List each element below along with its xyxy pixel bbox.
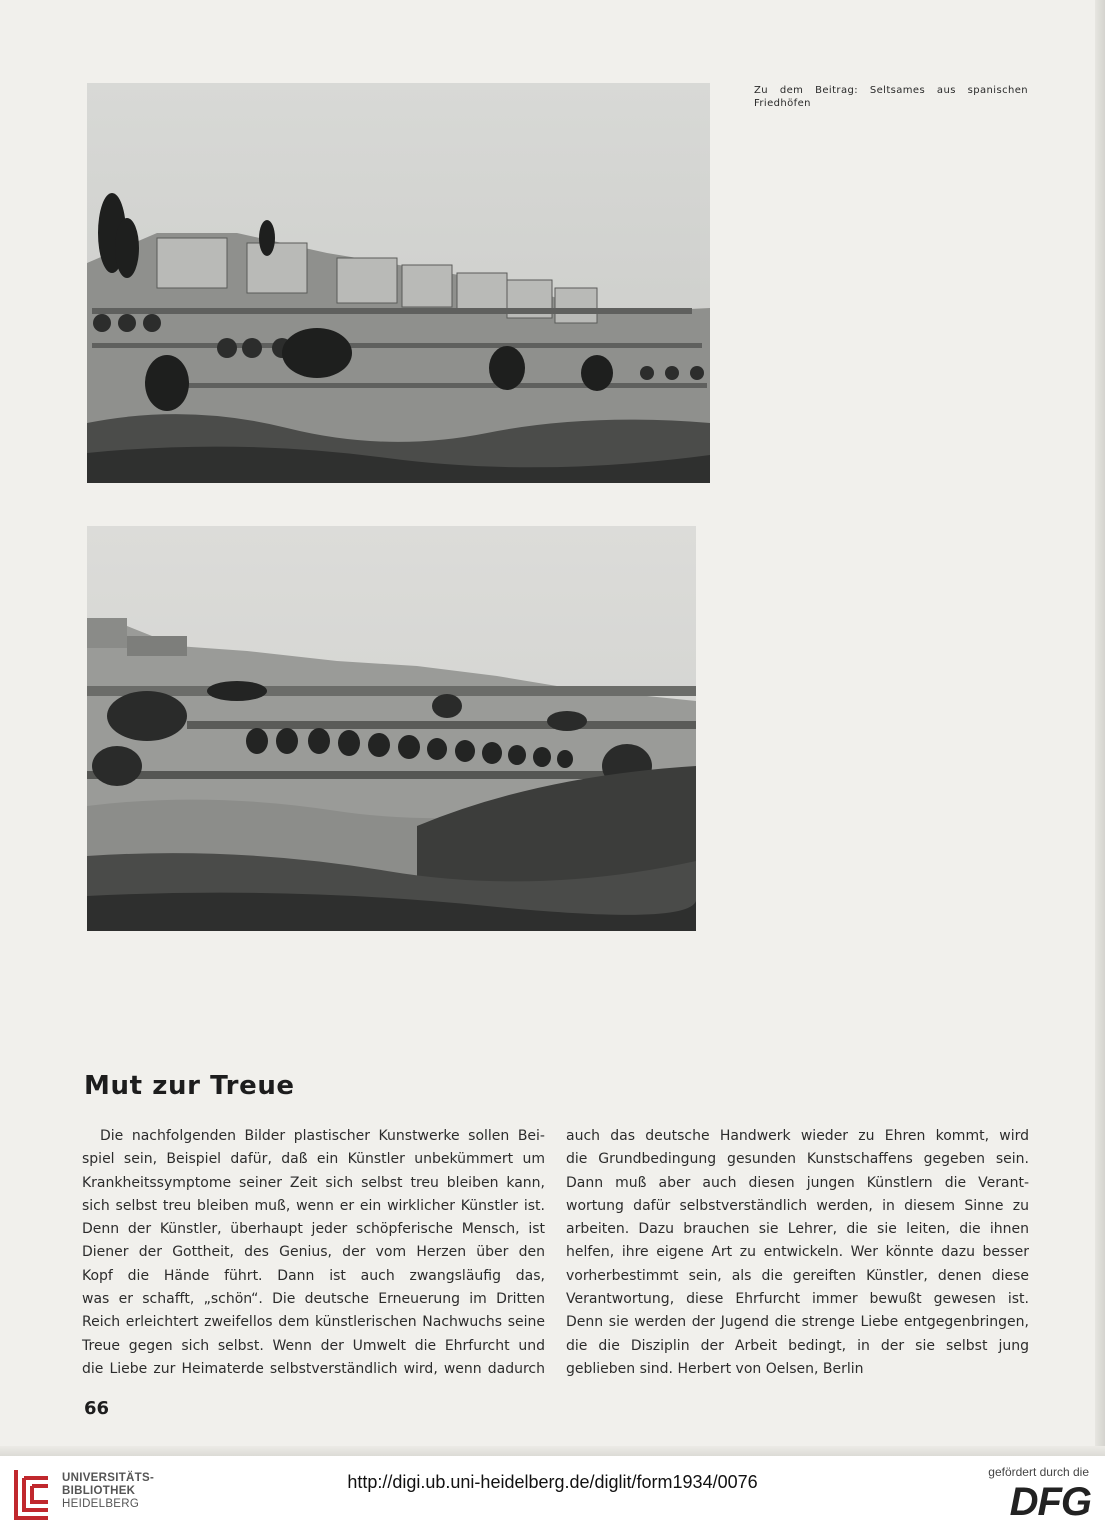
text-line: Verantwortung, diese Ehrfurcht immer bewußt gewesen ist. [566,1291,1029,1308]
caption-line: Friedhöfen [754,98,811,109]
text-line: die Liebe zur Heimaterde selbstverständlich wird, wenn dadurch [82,1360,545,1377]
text-line: sich selbst treu bleiben muß, wenn er ein wirklicher Künstler ist. [82,1197,545,1214]
text-line: spiel sein, Beispiel dafür, daß ein Künstler unbekümmert um [82,1151,545,1168]
photo-caption [754,84,1028,110]
text-line: Diener der Gottheit, des Genius, der vom Herzen über den [82,1244,545,1261]
library-name-line: HEIDELBERG [62,1498,140,1510]
author-signature: Herbert von Oelsen, Berlin [677,1360,864,1377]
caption-line: Zu dem Beitrag: Seltsames aus spanischen [754,85,1028,96]
text-line: die Grundbedingung gesunden Kunstschaffens gegeben sein. [566,1151,1029,1168]
scan-edge-bottom [0,1446,1105,1456]
funded-by-label: gefördert durch die [988,1465,1089,1479]
text-line: vorherbestimmt sein, als die gereiften Künstler, denen diese [566,1267,1029,1284]
text-line: Kopf die Hände führt. Dann ist auch zwangsläufig das, [82,1267,545,1284]
text-line: die die Disziplin der Arbeit bedingt, in der sie selbst jung [566,1337,1029,1354]
digital-object-link[interactable]: http://digi.ub.uni-heidelberg.de/diglit/form1934/0076 [347,1472,758,1492]
text-line: Treue gegen sich selbst. Wenn der Umwelt die Ehrfurcht und [82,1337,545,1354]
text-line: helfen, ihre eigene Art zu entwickeln. Wer könnte dazu besser [566,1244,1029,1261]
closing-line [566,1358,1029,1381]
article-title: Mut zur Treue [84,1071,295,1101]
text-line: Die nachfolgenden Bilder plastischer Kunstwerke sollen Bei- [100,1128,545,1144]
page-number: 66 [84,1398,110,1419]
text-line: Krankheitssymptome seiner Zeit sich selbst treu bleiben kann, [82,1174,545,1191]
article-column-right [566,1125,1029,1381]
cemetery-photo-top [87,83,710,483]
digitization-footer [0,1456,1105,1534]
text-line: was er schafft, „schön“. Die deutsche Erneuerung im Dritten [82,1291,545,1308]
text-line: auch das deutsche Handwerk wieder zu Ehren kommt, wird [566,1128,1029,1144]
text-line: arbeiten. Dazu brauchen sie Lehrer, die sie leiten, die ihnen [566,1221,1029,1238]
library-name-line: BIBLIOTHEK [62,1485,136,1497]
article-column-left [82,1125,545,1381]
text-line: Denn der Künstler, überhaupt jeder schöpferische Mensch, ist [82,1221,545,1238]
text-line: Denn sie werden der Jugend die strenge Liebe entgegenbringen, [566,1314,1029,1331]
scan-edge-right [1095,0,1105,1456]
library-name-line: UNIVERSITÄTS- [62,1472,155,1484]
cemetery-photo-bottom [87,526,696,931]
text-line: Dann muß aber auch diesen jungen Künstlern die Verant- [566,1174,1029,1191]
dfg-logo: DFG [1009,1480,1091,1524]
text-line: geblieben sind. [566,1360,673,1377]
text-line: Reich erleichtert zweifellos dem künstlerischen Nachwuchs seine [82,1314,545,1331]
text-line: wortung dafür selbstverständlich werden, in diesem Sinne zu [566,1197,1029,1214]
